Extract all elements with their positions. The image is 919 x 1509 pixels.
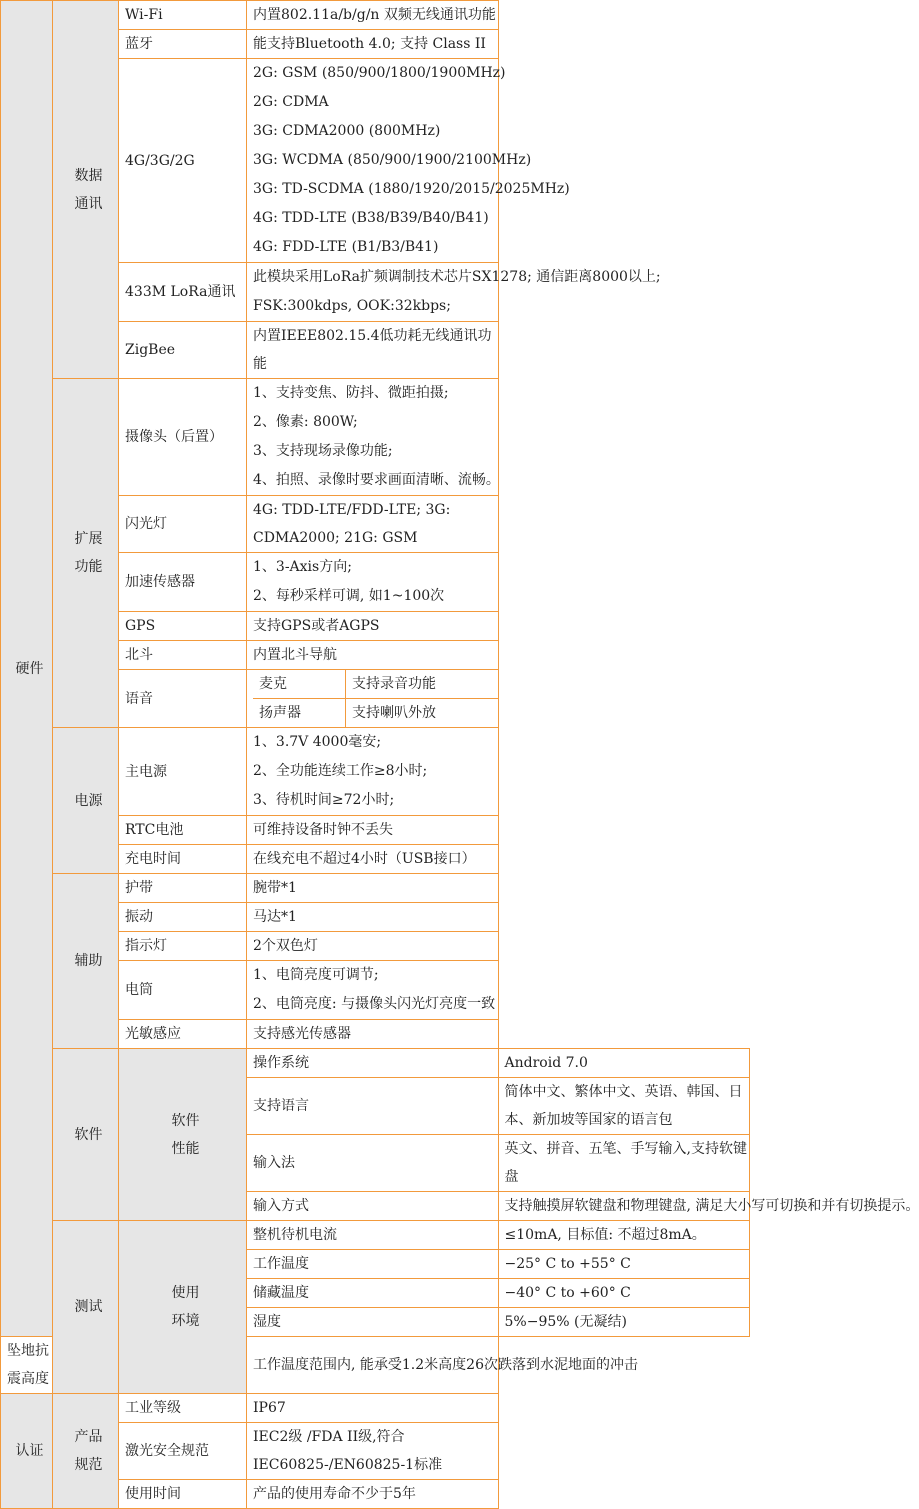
feature-storage-temp: 储藏温度 — [247, 1279, 499, 1308]
value-humidity: 5%−95% (无凝结) — [498, 1308, 750, 1337]
subcategory-software-perf — [119, 1049, 247, 1221]
voice-speaker-value: 支持喇叭外放 — [346, 699, 498, 728]
camera-line: 2、像素: 800W; — [253, 414, 358, 430]
feature-humidity: 湿度 — [247, 1308, 499, 1337]
category-hardware: 硬件 — [1, 1, 53, 1337]
feature-main-power: 主电源 — [119, 728, 247, 816]
feature-language: 支持语言 — [247, 1078, 499, 1135]
value-wifi: 内置802.11a/b/g/n 双频无线通讯功能 — [247, 1, 499, 30]
torch-line: 1、电筒亮度可调节; — [253, 967, 379, 983]
feature-os: 操作系统 — [247, 1049, 499, 1078]
value-voice — [247, 670, 499, 728]
row-ip-rating — [1, 1394, 750, 1423]
feature-camera: 摄像头（后置） — [119, 379, 247, 496]
subcategory-aux: 辅助 — [53, 874, 119, 1049]
feature-input-method: 输入方式 — [247, 1192, 499, 1221]
feature-light-sensor: 光敏感应 — [119, 1020, 247, 1049]
cellular-line: 4G: FDD-LTE (B1/B3/B41) — [253, 239, 439, 255]
power-line: 3、待机时间≥72小时; — [253, 792, 395, 808]
feature-voice: 语音 — [119, 670, 247, 728]
lora-line: FSK:300kdps, OOK:32kbps; — [253, 298, 451, 314]
feature-charge: 充电时间 — [119, 845, 247, 874]
value-lora — [247, 263, 661, 322]
cellular-line: 2G: CDMA — [253, 94, 329, 110]
row-os — [1, 1049, 750, 1078]
row-main-power — [1, 728, 750, 816]
camera-line: 3、支持现场录像功能; — [253, 443, 393, 459]
row-standby — [1, 1221, 750, 1250]
camera-line: 1、支持变焦、防抖、微距拍摄; — [253, 385, 449, 401]
value-laser: IEC2级 /FDA II级,符合IEC60825-/EN60825-1标准 — [247, 1423, 499, 1480]
feature-op-temp: 工作温度 — [247, 1250, 499, 1279]
subcategory-extension — [53, 379, 119, 728]
voice-mic-label: 麦克 — [253, 670, 346, 699]
feature-zigbee: ZigBee — [119, 322, 247, 379]
value-op-temp: −25° C to +55° C — [498, 1250, 750, 1279]
value-rtc: 可维持设备时钟不丢失 — [247, 816, 499, 845]
feature-lifetime: 使用时间 — [119, 1480, 247, 1509]
subcategory-label: 扩展 功能 — [74, 531, 103, 575]
subcategory-data-comm — [53, 1, 119, 379]
value-ip-rating: IP67 — [247, 1394, 499, 1423]
value-lifetime: 产品的使用寿命不少于5年 — [247, 1480, 499, 1509]
value-language: 简体中文、繁体中文、英语、韩国、日本、新加坡等国家的语言包 — [498, 1078, 750, 1135]
value-vibration: 马达*1 — [247, 903, 499, 932]
value-drop: 工作温度范围内, 能承受1.2米高度26次跌落到水泥地面的冲击 — [247, 1337, 499, 1394]
voice-speaker-label: 扬声器 — [253, 699, 346, 728]
value-standby: ≤10mA, 目标值: 不超过8mA。 — [498, 1221, 750, 1250]
subcategory-power: 电源 — [53, 728, 119, 874]
value-strap: 腕带*1 — [247, 874, 499, 903]
value-input-method: 支持触摸屏软键盘和物理键盘, 满足大小写可切换和并有切换提示。 — [498, 1192, 750, 1221]
feature-rtc: RTC电池 — [119, 816, 247, 845]
subcategory-label: 使用 环境 — [171, 1285, 200, 1329]
subcategory-environment — [119, 1221, 247, 1394]
subcategory-label: 数据 通讯 — [74, 167, 103, 212]
cellular-line: 3G: WCDMA (850/900/1900/2100MHz) — [253, 152, 532, 168]
subcategory-product-spec — [53, 1394, 119, 1509]
value-ime: 英文、拼音、五笔、手写输入,支持软键盘 — [498, 1135, 750, 1192]
feature-standby: 整机待机电流 — [247, 1221, 499, 1250]
feature-cellular: 4G/3G/2G — [119, 59, 247, 263]
torch-line: 2、电筒亮度: 与摄像头闪光灯亮度一致 — [253, 996, 496, 1012]
feature-bluetooth: 蓝牙 — [119, 30, 247, 59]
value-torch — [247, 961, 499, 1020]
subcategory-label: 软件 性能 — [171, 1112, 200, 1157]
feature-ime: 输入法 — [247, 1135, 499, 1192]
subcategory-label: 产品 规范 — [74, 1429, 103, 1473]
feature-lora: 433M LoRa通讯 — [119, 263, 247, 322]
feature-vibration: 振动 — [119, 903, 247, 932]
value-camera — [247, 379, 499, 496]
value-main-power — [247, 728, 499, 816]
feature-torch: 电筒 — [119, 961, 247, 1020]
cellular-line: 3G: TD-SCDMA (1880/1920/2015/2025MHz) — [253, 181, 570, 197]
feature-drop: 坠地抗震高度 — [1, 1337, 53, 1394]
accel-line: 2、每秒采样可调, 如1~100次 — [253, 588, 445, 604]
lora-line: 此模块采用LoRa扩频调制技术芯片SX1278; 通信距离8000以上; — [253, 269, 661, 285]
value-light-sensor: 支持感光传感器 — [247, 1020, 499, 1049]
feature-wifi: Wi-Fi — [119, 1, 247, 30]
cellular-line: 3G: CDMA2000 (800MHz) — [253, 123, 441, 139]
feature-accelerometer: 加速传感器 — [119, 553, 247, 612]
value-beidou: 内置北斗导航 — [247, 641, 499, 670]
feature-laser: 激光安全规范 — [119, 1423, 247, 1480]
feature-flash: 闪光灯 — [119, 496, 247, 553]
feature-strap: 护带 — [119, 874, 247, 903]
power-line: 1、3.7V 4000毫安; — [253, 734, 382, 750]
value-gps: 支持GPS或者AGPS — [247, 612, 499, 641]
feature-gps: GPS — [119, 612, 247, 641]
value-flash: 4G: TDD-LTE/FDD-LTE; 3G: CDMA2000; 21G: GSM — [247, 496, 499, 553]
voice-row-speaker — [253, 699, 498, 728]
row-camera — [1, 379, 750, 496]
value-bluetooth: 能支持Bluetooth 4.0; 支持 Class II — [247, 30, 499, 59]
row-wifi — [1, 1, 750, 30]
power-line: 2、全功能连续工作≥8小时; — [253, 763, 428, 779]
voice-mic-value: 支持录音功能 — [352, 676, 436, 692]
category-software: 软件 — [53, 1049, 119, 1221]
value-cellular — [247, 59, 570, 263]
voice-row-mic — [253, 670, 498, 699]
feature-ip-rating: 工业等级 — [119, 1394, 247, 1423]
value-os: Android 7.0 — [498, 1049, 750, 1078]
value-storage-temp: −40° C to +60° C — [498, 1279, 750, 1308]
category-test: 测试 — [53, 1221, 119, 1394]
accel-line: 1、3-Axis方向; — [253, 559, 352, 575]
cellular-line: 4G: TDD-LTE (B38/B39/B40/B41) — [253, 210, 489, 226]
feature-beidou: 北斗 — [119, 641, 247, 670]
feature-indicator: 指示灯 — [119, 932, 247, 961]
value-zigbee: 内置IEEE802.15.4低功耗无线通讯功能 — [247, 322, 499, 379]
voice-subtable — [253, 670, 498, 727]
value-indicator: 2个双色灯 — [247, 932, 499, 961]
camera-line: 4、拍照、录像时要求画面清晰、流畅。 — [253, 472, 500, 488]
category-cert: 认证 — [1, 1394, 53, 1509]
value-accelerometer — [247, 553, 499, 612]
row-strap — [1, 874, 750, 903]
cellular-line: 2G: GSM (850/900/1800/1900MHz) — [253, 65, 506, 81]
value-charge: 在线充电不超过4小时（USB接口） — [247, 845, 499, 874]
